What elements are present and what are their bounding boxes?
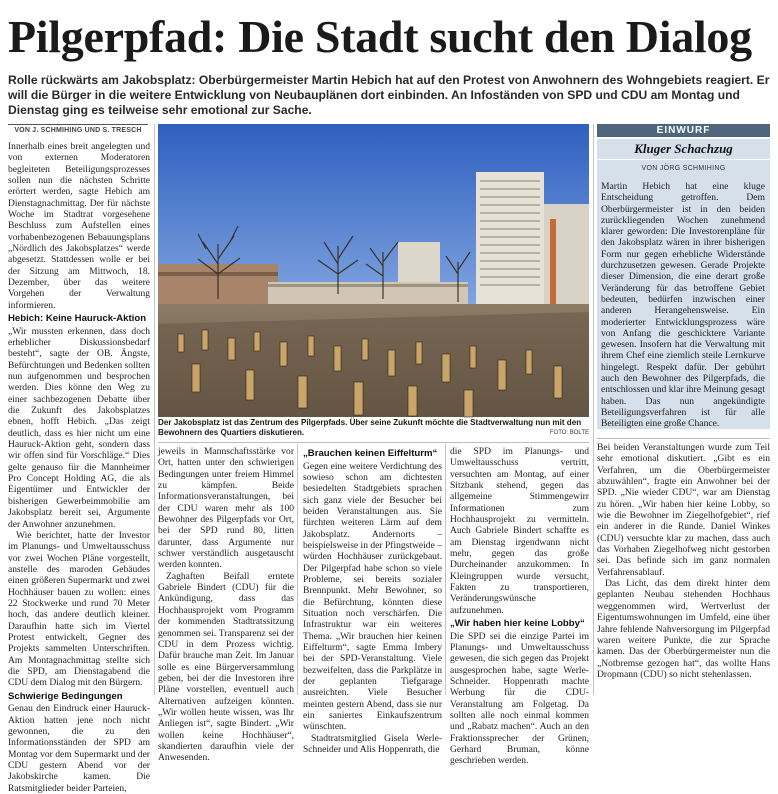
headline: Pilgerpfad: Die Stadt sucht den Dialog	[8, 11, 752, 62]
article-column-1	[8, 141, 150, 794]
subheading: Hebich: Keine Hauruck-Aktion	[8, 313, 147, 325]
paragraph: Innerhalb eines breit angelegten und von externen Moderatoren begleiteten Beteiligungsprozesses sollen nun die nächsten Schritte erörtert werden, sagte Hebich am Dienstagnachmittag. Der für nächste Woche im Stadtrat vorgesehene Beschluss zum Aufstellen eines vorhabenbezogenen Bebauungsplans „Nördlich des Jakobsplatzes“ werde abgesetzt. Stattdessen wolle er bei der Sitzung am Mittwoch, 18. Dezember, über das weitere Vorgehen der Verwaltung informieren.	[8, 141, 150, 311]
paragraph: Das Licht, das dem direkt hinter dem geplanten Neubau stehenden Hochhaus weggenommen wird, Wertverlust der Eigentumswohnungen im Umfeld, eine über Jahre fehlende Nahversorgung im Pilgerpfad waren weitere Punkte, die zur Sprache kamen. Das der Oberbürgermeister nun die „Notbremse gezogen hat“, das wollte Hans Dropmann (CDU) so nicht stehenlassen.	[597, 578, 770, 680]
column-rule	[154, 124, 155, 695]
paragraph: Genau den Eindruck einer Hauruck-Aktion hatten jene noch nicht gewonnen, die zu den Informationsständen der SPD am Montag vor dem Supermarkt und der CDU gestern Abend vor der Jakobskirche kamen. Die Ratsmitglieder beider Parteien,	[8, 703, 150, 794]
byline: VON J. SCHMIHING UND S. TRESCH	[8, 127, 148, 138]
article-column-5	[597, 442, 770, 699]
column-rule	[593, 124, 594, 695]
paragraph: Gegen eine weitere Verdichtung des sowieso schon am dichtesten besiedelten Stadtgebiets sprachen sich ganz viele der Besucher bei beiden Veranstaltungen aus. Sie fürchten weiteren Lärm auf dem Jakobsplatz. Andernorts – beispielsweise in der Pfingstweide – würden Hochhäuser zurückgebaut. Der Pilgerpfad habe schon so viele Probleme, sei bereits sozialer Brennpunkt. Mehr Bewohner, so die Befürchtung, könnten diese Situation noch verschärfen. Die Infrastruktur war ein weiteres Thema. „Wir brauchen hier keinen Eiffelturm“, sagte Emma Imbery bei der SPD-Veranstaltung. Viele bezweifelten, dass die Parkplätze in der geplanten Tiefgarage ausreichten. Viele Besucher meinten gestern Abend, dass sie nur ein saniertes Einkaufszentrum wünschten.	[303, 460, 442, 733]
article-column-3	[303, 446, 442, 756]
photo-illustration	[158, 124, 589, 417]
commentary-rule	[597, 438, 770, 439]
jakobsplatz-photo	[158, 124, 589, 417]
commentary-title: Kluger Schachzug	[597, 139, 770, 159]
column-rule	[297, 444, 298, 695]
paragraph: Bei beiden Veranstaltungen wurde zum Teil sehr emotional diskutiert. „Gibt es ein Verfahren, um die Oberbürgermeister abzuwählen“, fragte ein Anwohner bei der SPD. „Nie wieder CDU“, war am Dienstag zu hören. „Wir haben hier keine Lobby, so wie die Bewohner im Ziegelhofgebiet“, rief ein anderer in die Runde. Daniel Winkes (CDU) versuchte klar zu machen, dass auch das Vorhaben Ziegelhofweg nicht gestorben sei. Das befinde sich im ganz normalen Verfahrensablauf.	[597, 442, 770, 578]
caption-rule	[158, 442, 589, 443]
commentary-author: VON JÖRG SCHMIHING	[597, 160, 770, 178]
commentary-text: Martin Hebich hat eine kluge Entscheidung getroffen. Dem Oberbürgermeister ist in den beiden zurückliegenden Wochen zunehmend klarer geworden: Die Investorenpläne für den Jakobsplatz wären in ihrer bisherigen Form nur gegen erhebliche Widerstände durchzusetzen gewesen. Gerade Projekte dieser Dimension, die eine derart große Veränderung für das betroffene Gebiet bedeuten, bedürfen inzwischen einer anderen Herangehensweise. Ein moderierter Entwicklungsprozess wäre von Anfang die geschicktere Variante gewesen. Insofern hat die Verwaltung mit ihrem Chef eine ziemlich steile Lernkurve hingelegt. Respekt dafür. Der gebührt auch den Bewohner des Pilgerpfads, die entschlossen und klar ihre Meinung gesagt haben. Das nun angekündigte Beteiligungsverfahren ist für alle Beteiligten eine große Chance.	[597, 178, 770, 429]
paragraph: Die SPD sei die einzige Partei im Planungs- und Umweltausschuss gewesen, die sich gegen das Projekt ausgesprochen habe, sagte Werle-Schneider. Hoppenrath machte Werbung für die CDU-Veranstaltung am Folgetag. Da sollten alle noch einmal kommen und „Rabatz machen“. Auch an den Fraktionssprecher der Grünen, Gerhard Bruman, könne geschrieben werden.	[450, 630, 589, 767]
subheading: „Wir haben hier keine Lobby“	[450, 618, 585, 630]
paragraph: die SPD im Planungs- und Umweltausschuss vertritt, versuchten am Montag, auf einer Sitzbank stehend, gegen das allgemeine Stimmengewirr Informationen zum Hochhausprojekt zu vermitteln. Auch Gabriele Bindert schaffte es am Dienstag irgendwann nicht mehr, gegen das große Durcheinander anzukommen. In Kleingruppen wurde versucht, Fakten zu transportieren, Veränderungswünsche aufzunehmen.	[450, 446, 589, 616]
paragraph: jeweils in Mannschaftsstärke vor Ort, hatten unter den schwierigen Bedingungen unter freiem Himmel zu kämpfen. Beide Informationsveranstaltungen, bei der CDU waren mehr als 100 Bewohner des Pilgerpfads vor Ort, bei der SPD rund 80, litten darunter, dass Argumente nur schwer verständlich ausgetauscht werden konnten.	[158, 446, 294, 571]
article-column-2	[158, 446, 294, 764]
commentary-label: EINWURF	[597, 124, 770, 137]
photo-caption: Der Jakobsplatz ist das Zentrum des Pilgerpfads. Über seine Zukunft möchte die Stadtverwaltung nun mit den Bewohnern des Quartiers diskutieren.	[158, 418, 582, 437]
paragraph: „Wir mussten erkennen, dass doch erheblicher Diskussionsbedarf besteht“, sagte der OB. Ängste, Befürchtungen und Bedenken sollten nun aufgenommen und besprochen werden. Dies könne den Weg zu einer sachbezogenen Debatte über die Zukunft des Jakobsplatzes ebnen, hofft Hebich. „Das zeigt deutlich, dass es hier nicht um eine Hauruck-Aktion geht, sondern dass wir offen sind für Vorschläge.“ Dies gelte genauso für die Mannheimer Pro Concept Holding AG, die als Eigentümer und Entwickler der bisherigen Gewerbeimmobilie am Jakobsplatz bereit sei, Argumente der Anwohner anzunehmen.	[8, 325, 150, 530]
paragraph: Zaghaften Beifall erntete Gabriele Bindert (CDU) für die Ankündigung, dass das Hochhausprojekt vom Programm der kommenden Stadtratssitzung genommen sei. Transparenz sei der CDU in dem Prozess wichtig. Dafür brauche man Zeit. Im Januar solle es eine Bürgerversammlung geben, bei der die Investoren ihre Pläne vorstellen, eventuell auch Alternativen aufzeigen könnten. „Wir wollen heute wissen, was Ihr Anliegen ist“, sagte Bindert. „Wir wollen keine Hochhäuser“, skandierten daraufhin viele der Anwesenden.	[158, 570, 294, 764]
article-column-4	[450, 446, 589, 767]
paragraph: Stadtratsmitglied Gisela Werle-Schneider und Alis Hoppenrath, die	[303, 732, 442, 756]
column-rule	[445, 444, 446, 695]
subheading: Schwierige Bedingungen	[8, 690, 123, 702]
paragraph: Wie berichtet, hatte der Investor im Planungs- und Umweltausschuss vor zwei Wochen Pläne vorgestellt, anstelle des maroden Gebäudes einen größeren Supermarkt und zwei Hochhäuser bauen zu wollen: eines 22 Stockwerke und rund 70 Meter hoch, das andere deutlich kleiner. Daraufhin hatte sich im Viertel Protest entwickelt, Gegner des Projekts sammelten Unterschriften. Am Montagnachmittag stellte sich die SPD, am Dienstagabend die CDU dem Dialog mit den Bürgern.	[8, 529, 150, 689]
subheading: „Brauchen keinen Eiffelturm“	[303, 448, 438, 459]
photo-credit: FOTO: BOLTE	[549, 430, 589, 436]
lead-paragraph: Rolle rückwärts am Jakobsplatz: Oberbürgermeister Martin Hebich hat auf den Protest von Anwohnern des Wohngebiets reagiert. Er will die Bürger in die weitere Entwicklung von Neubauplänen dort einbinden. An Infoständen von SPD und CDU am Montag und Dienstag ging es teilweise sehr emotional zur Sache.	[8, 73, 770, 117]
